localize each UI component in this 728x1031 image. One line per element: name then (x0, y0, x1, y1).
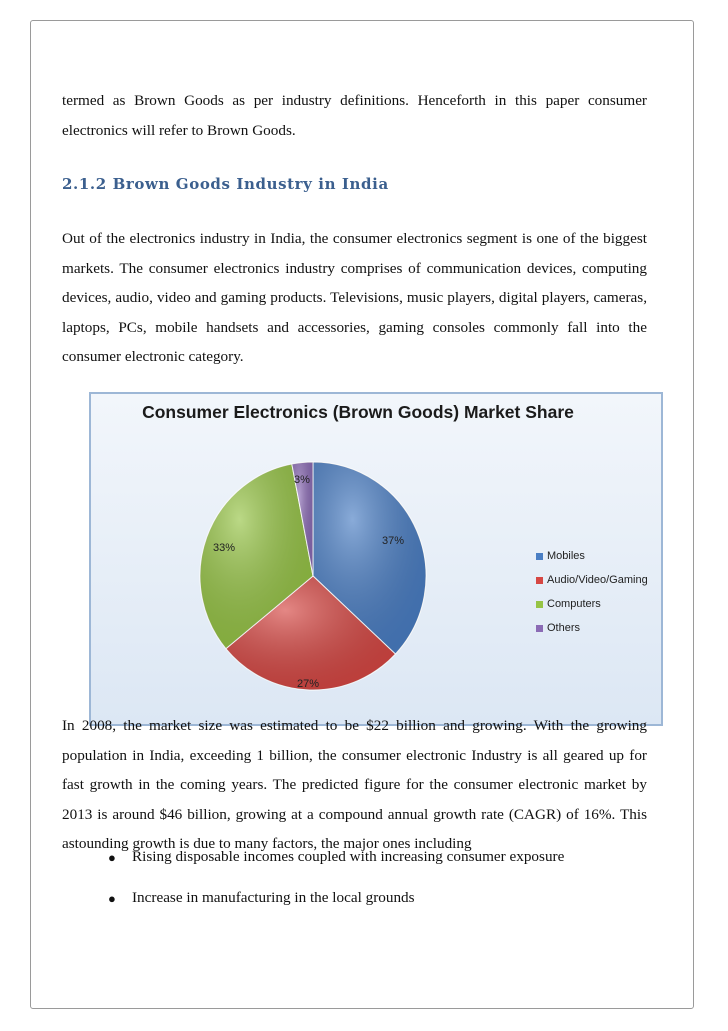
bullet-item (108, 848, 564, 889)
pie-chart (89, 392, 663, 726)
paragraph-intro: termed as Brown Goods as per industry definitions. Henceforth in this paper consumer electronics will refer to Brown Goods. (62, 92, 647, 139)
bullet-icon: ● (108, 850, 116, 865)
legend-swatch (536, 625, 543, 632)
pie-label-others: 3% (294, 474, 310, 486)
paragraph-growth: In 2008, the market size was estimated to be $22 billion and growing. With the growing population in India, exceeding 1 billion, the consumer electronic Industry is all geared up for fast growth in the coming years. The predicted figure for the consumer electronic market by 2013 is around $46 billion, growing at a compound annual growth rate (CAGR) of 16%. This astounding growth is due to many factors, the major ones including (62, 717, 647, 852)
legend-label: Audio/Video/Gaming (547, 574, 648, 586)
legend-item (536, 616, 648, 640)
legend-swatch (536, 577, 543, 584)
bullet-item (108, 889, 564, 930)
bullet-icon: ● (108, 891, 116, 906)
chart-title: Consumer Electronics (Brown Goods) Market Share (142, 402, 574, 422)
legend-item (536, 544, 648, 568)
pie-label-mobiles: 37% (381, 535, 405, 547)
legend-swatch (536, 601, 543, 608)
bullet-list (108, 848, 564, 930)
chart-legend (536, 544, 648, 640)
bullet-text: Increase in manufacturing in the local grounds (132, 889, 415, 906)
section-heading: 2.1.2 Brown Goods Industry in India (62, 175, 389, 193)
legend-swatch (536, 553, 543, 560)
legend-item (536, 568, 648, 592)
bullet-text: Rising disposable incomes coupled with increasing consumer exposure (132, 848, 565, 865)
legend-label: Computers (547, 598, 601, 610)
pie-label-audio-video-gaming: 27% (296, 678, 320, 690)
legend-label: Mobiles (547, 550, 585, 562)
pie-label-computers: 33% (212, 542, 236, 554)
legend-label: Others (547, 622, 581, 634)
legend-item (536, 592, 648, 616)
paragraph-industry: Out of the electronics industry in India, the consumer electronics segment is one of the biggest markets. The consumer electronics industry comprises of communication devices, computing devices, audio, video and gaming products. Televisions, music players, digital players, cameras, laptops, PCs, mobile handsets and accessories, gaming consoles commonly fall into the consumer electronic category. (62, 230, 647, 365)
